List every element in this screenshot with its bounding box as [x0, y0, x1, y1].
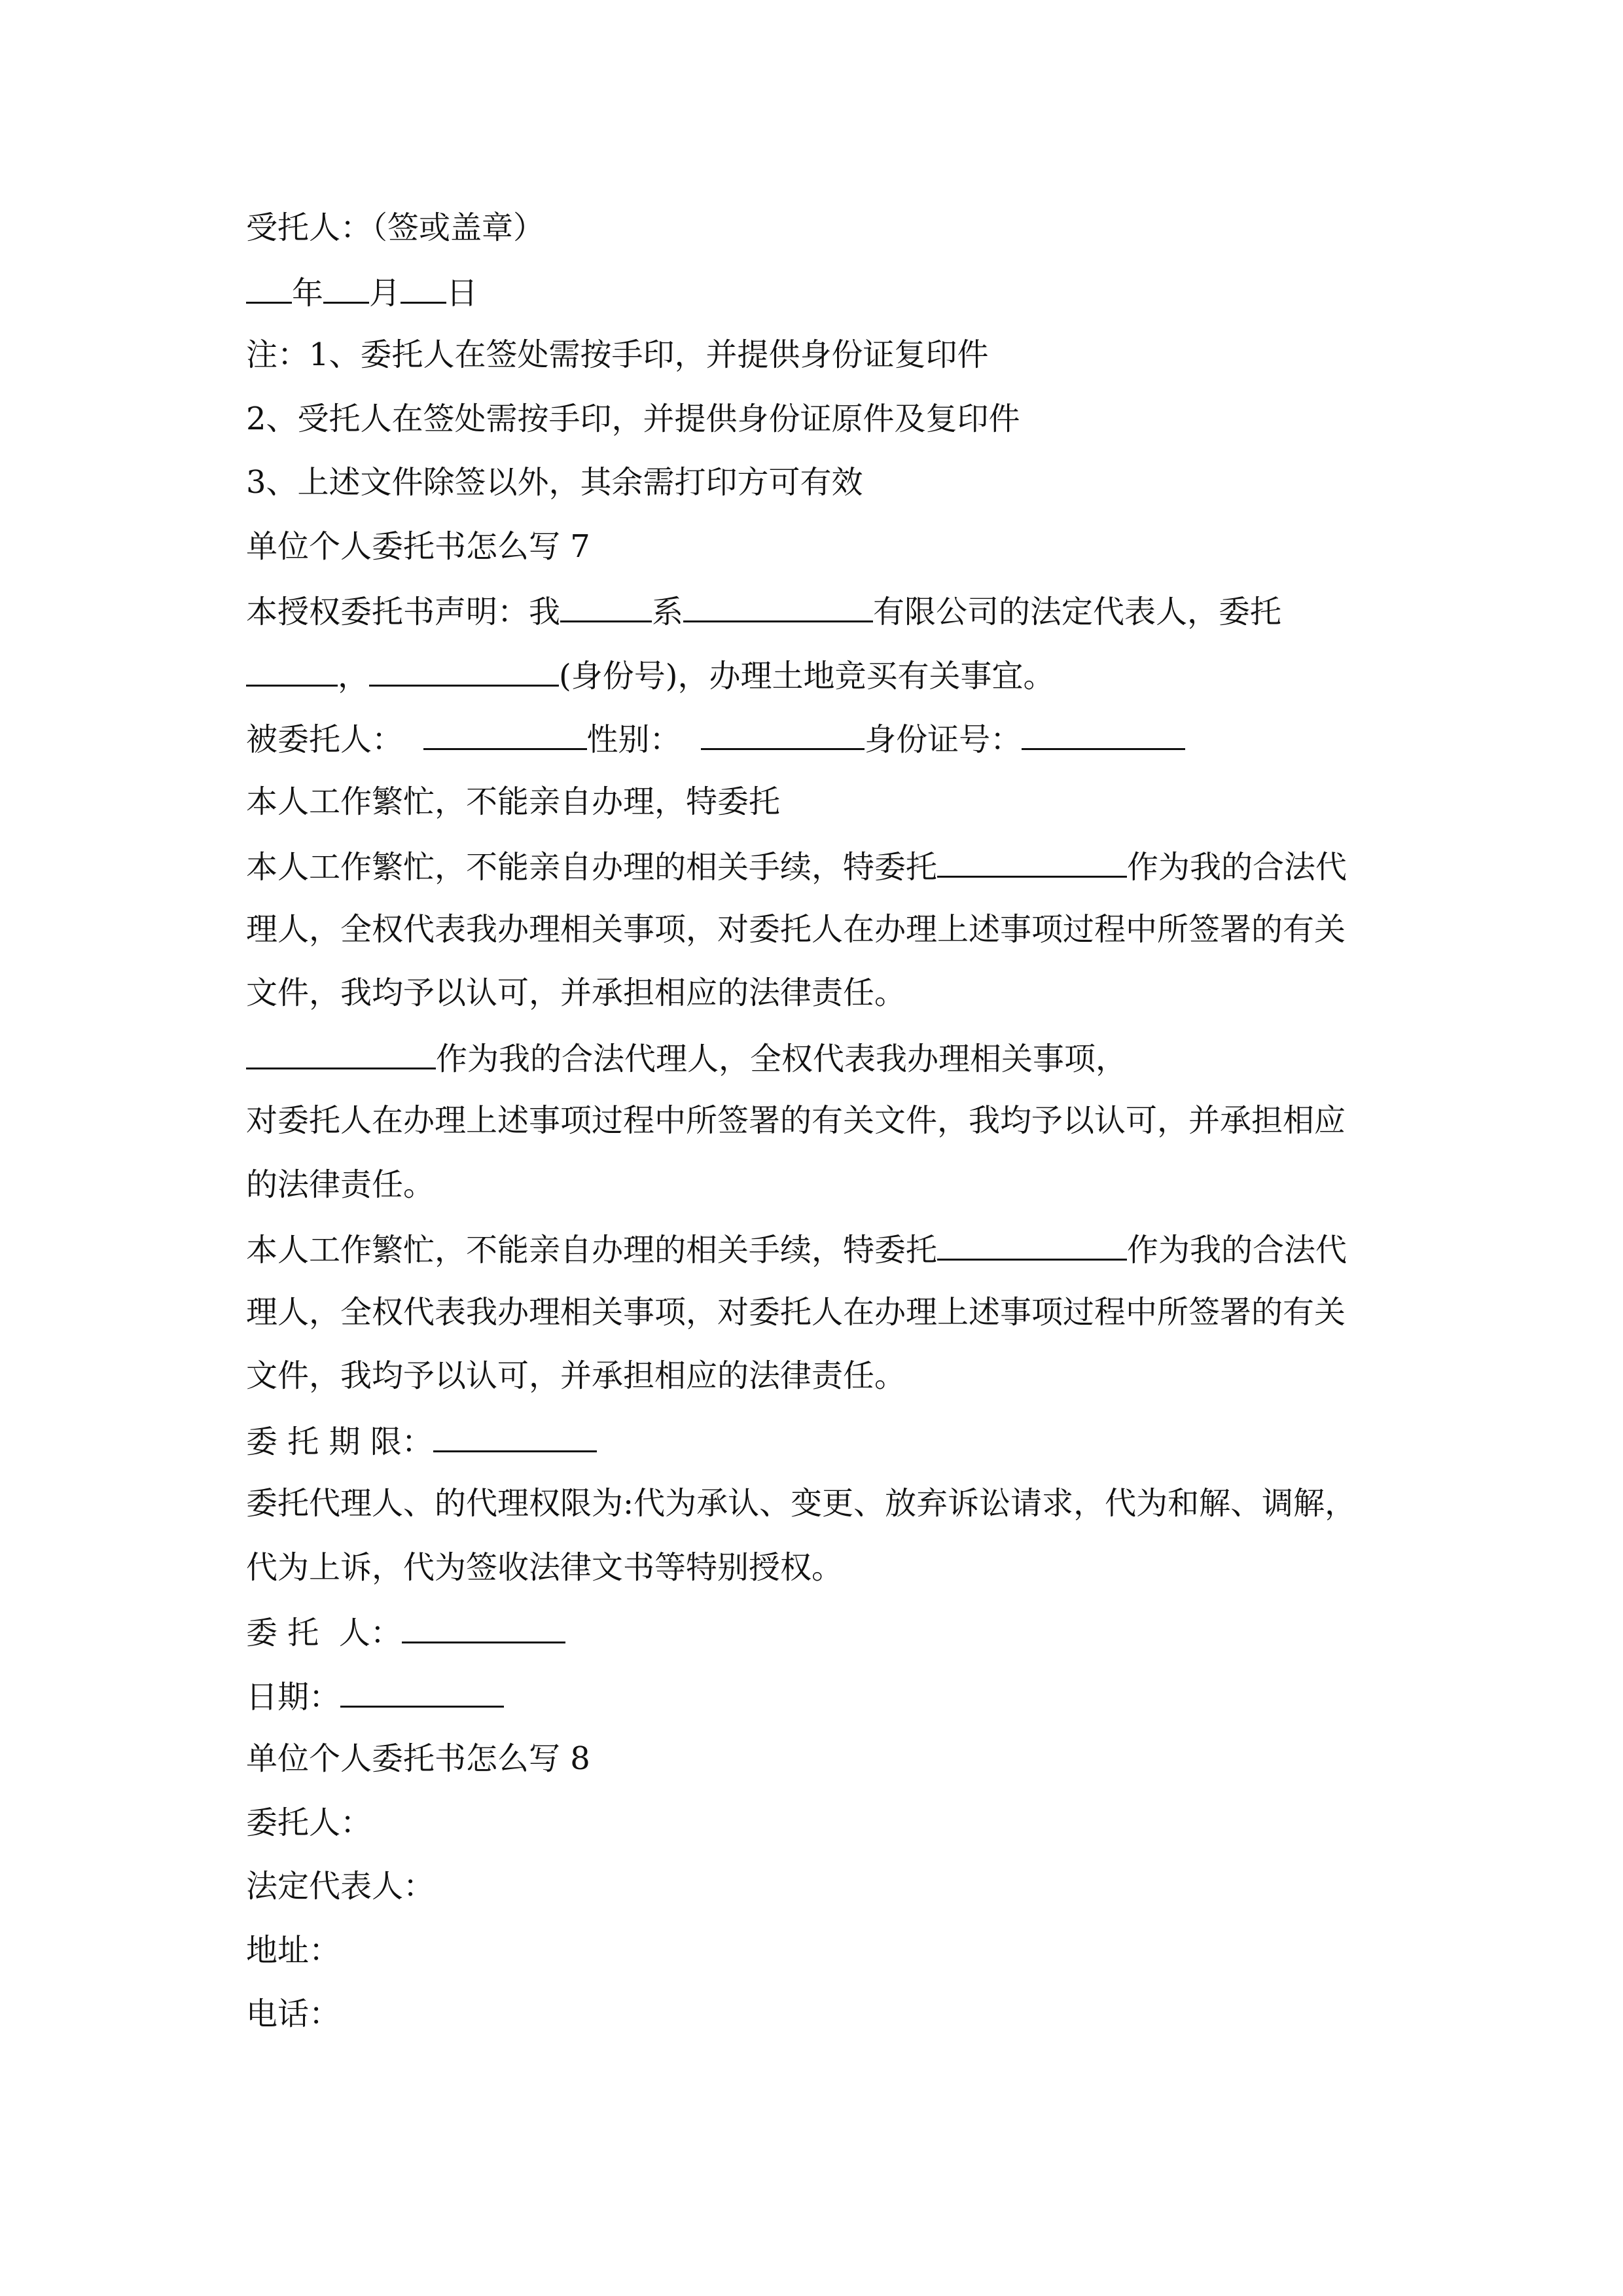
- blank-id-number: [1022, 718, 1185, 750]
- busy-paragraph-2-line-2: [246, 1293, 1346, 1332]
- scope-text-b: 代为上诉，代为签收法律文书等特别授权。: [246, 1549, 844, 1586]
- field-legal-rep-label: 法定代表人：: [246, 1868, 435, 1905]
- scope-line-2: [246, 1548, 843, 1587]
- busy-paragraph-1-line-3: [246, 973, 906, 1013]
- declaration-text-e: (身份号)，办理土地竞买有关事宜。: [559, 658, 1055, 694]
- principal-label: 委 托 人：: [246, 1615, 402, 1651]
- heading-8-text: 单位个人委托书怎么写 8: [246, 1740, 590, 1777]
- date-day-label: 日: [446, 275, 478, 312]
- blank-delegate: [246, 655, 338, 687]
- note-text-2: 2、受托人在签处需按手印，并提供身份证原件及复印件: [246, 401, 1020, 437]
- field-address-label: 地址：: [246, 1932, 341, 1969]
- busy-text-short: 本人工作繁忙，不能亲自办理，特委托: [246, 783, 781, 820]
- blank-signing-date: [340, 1676, 504, 1708]
- busy-text-2d: 文件，我均予以认可，并承担相应的法律责任。: [246, 1357, 906, 1394]
- representative-text-b: 对委托人在办理上述事项过程中所签署的有关文件，我均予以认可，并承担相应: [246, 1102, 1346, 1139]
- section-heading-7: [246, 527, 590, 566]
- id-number-label: 身份证号：: [865, 721, 1022, 758]
- field-principal: [246, 1803, 372, 1842]
- blank-day: [401, 272, 446, 304]
- representative-line-2: [246, 1101, 1346, 1140]
- declaration-line-1: [246, 590, 1281, 632]
- field-phone-label: 电话：: [246, 1996, 341, 2032]
- trustee-signature-text: 受托人：（签或盖章）: [246, 209, 545, 246]
- blank-company: [683, 590, 873, 622]
- date-line: [246, 272, 478, 313]
- busy-text-2b: 作为我的合法代: [1127, 1232, 1347, 1268]
- blank-year: [246, 272, 292, 304]
- heading-7-text: 单位个人委托书怎么写 7: [246, 528, 590, 565]
- blank-agent-2: [246, 1037, 436, 1069]
- representative-line-3: [246, 1165, 435, 1204]
- busy-paragraph-1-line-1: [246, 846, 1347, 887]
- busy-text-1d: 文件，我均予以认可，并承担相应的法律责任。: [246, 975, 906, 1011]
- field-principal-label: 委托人：: [246, 1804, 372, 1841]
- signing-date-label: 日期：: [246, 1679, 341, 1715]
- term-label: 委 托 期 限：: [246, 1424, 433, 1460]
- blank-agent-1: [937, 846, 1127, 878]
- declaration-line-2: [246, 655, 1054, 696]
- date-month-label: 月: [369, 275, 401, 312]
- agent-label: 被委托人：: [246, 721, 404, 758]
- representative-line-1: [246, 1037, 1127, 1079]
- scope-line-1: [246, 1484, 1356, 1523]
- busy-paragraph-1-line-2: [246, 910, 1346, 949]
- field-legal-rep: [246, 1867, 435, 1906]
- blank-month: [323, 272, 369, 304]
- trustee-signature-line: [246, 208, 544, 247]
- term-line: [246, 1420, 597, 1462]
- declaration-text-a: 本授权委托书声明：我: [246, 594, 561, 630]
- agent-info-line: [246, 718, 1185, 759]
- field-address: [246, 1931, 340, 1970]
- blank-agent-3: [937, 1229, 1127, 1261]
- principal-line: [246, 1611, 565, 1653]
- note-text-3: 3、上述文件除签以外，其余需打印方可有效: [246, 464, 863, 501]
- representative-text-c: 的法律责任。: [246, 1166, 435, 1203]
- field-phone: [246, 1994, 340, 2034]
- note-line-2: [246, 399, 1020, 439]
- busy-paragraph-2-line-1: [246, 1229, 1347, 1270]
- section-heading-8: [246, 1739, 590, 1778]
- busy-text-1a: 本人工作繁忙，不能亲自办理的相关手续，特委托: [246, 849, 938, 886]
- note-line-1: [246, 335, 989, 374]
- blank-gender: [701, 718, 865, 750]
- busy-text-2a: 本人工作繁忙，不能亲自办理的相关手续，特委托: [246, 1232, 938, 1268]
- declaration-text-c: 有限公司的法定代表人，委托: [873, 594, 1282, 630]
- blank-term: [433, 1420, 597, 1452]
- declaration-text-d: ，: [338, 658, 370, 694]
- representative-text-a: 作为我的合法代理人，全权代表我办理相关事项，: [436, 1041, 1128, 1077]
- busy-text-1c: 理人，全权代表我办理相关事项，对委托人在办理上述事项过程中所签署的有关: [246, 911, 1346, 948]
- note-text-1: 注：1、委托人在签处需按手印，并提供身份证复印件: [246, 336, 989, 373]
- scope-text-a: 委托代理人、的代理权限为:代为承认、变更、放弃诉讼请求，代为和解、调解，: [246, 1485, 1357, 1522]
- busy-text-2c: 理人，全权代表我办理相关事项，对委托人在办理上述事项过程中所签署的有关: [246, 1294, 1346, 1331]
- declaration-text-b: 系: [652, 594, 684, 630]
- gender-label: 性别：: [586, 721, 681, 758]
- date-year-label: 年: [292, 275, 324, 312]
- signing-date-line: [246, 1676, 504, 1717]
- blank-agent-name: [423, 718, 587, 750]
- busy-text-1b: 作为我的合法代: [1127, 849, 1347, 886]
- blank-name: [560, 590, 652, 622]
- busy-paragraph-2-line-3: [246, 1356, 906, 1395]
- note-line-3: [246, 463, 863, 502]
- blank-id: [369, 655, 559, 687]
- busy-line-short: [246, 782, 780, 821]
- blank-principal: [402, 1611, 565, 1643]
